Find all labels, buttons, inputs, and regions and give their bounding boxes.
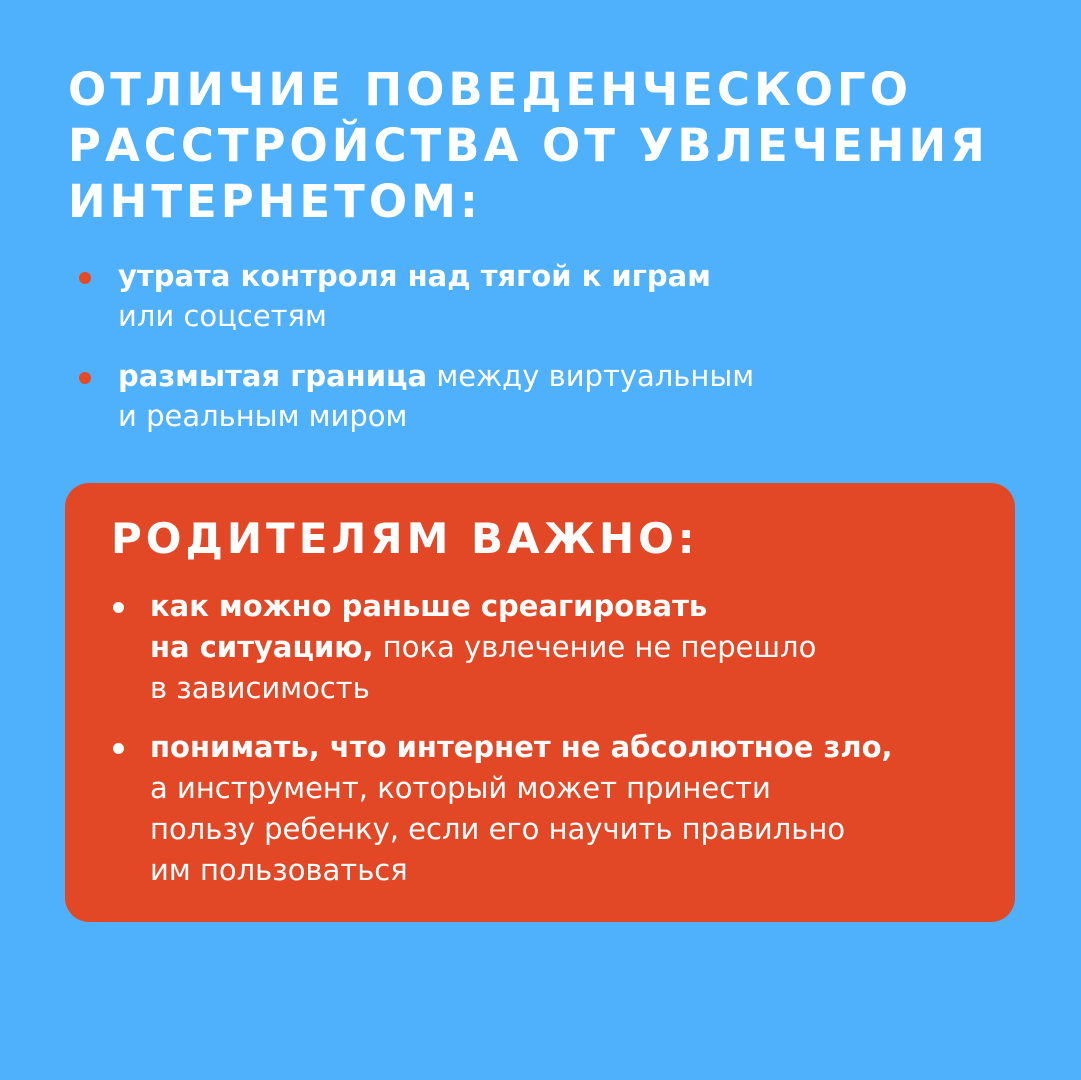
parents-list [113, 586, 993, 909]
list-item [113, 727, 993, 891]
item-bold-text: размытая граница [118, 359, 428, 393]
page-title [68, 62, 1028, 230]
item-text: в зависимость [150, 671, 370, 705]
parents-card [65, 483, 1015, 922]
item-bold-text: утрата контроля над тягой к играм [118, 259, 711, 293]
item-text: а инструмент, который может принести [150, 771, 771, 805]
bullet-dot-icon [79, 272, 91, 284]
item-text: пользу ребенку, если его научить правильно [150, 812, 846, 846]
title-line: РАССТРОЙСТВА ОТ УВЛЕЧЕНИЯ [68, 119, 989, 172]
item-bold-text: понимать, что интернет не абсолютное зло, [150, 730, 893, 764]
item-text: пока увлечение не перешло [373, 630, 817, 664]
title-line: ОТЛИЧИЕ ПОВЕДЕНЧЕСКОГО [68, 63, 912, 116]
item-bold-text: на ситуацию, [150, 630, 374, 664]
item-text: между виртуальным [427, 359, 755, 393]
item-bold-text: как можно раньше среагировать [150, 589, 708, 623]
bullet-dot-icon [113, 743, 124, 754]
card-title: РОДИТЕЛЯМ ВАЖНО: [111, 514, 699, 563]
item-text: или соцсетям [118, 299, 327, 333]
title-line: ИНТЕРНЕТОМ: [68, 175, 482, 228]
bullet-dot-icon [79, 372, 91, 384]
list-item [113, 586, 993, 709]
item-text: и реальным миром [118, 399, 408, 433]
item-text: им пользоваться [150, 853, 408, 887]
list-item [76, 356, 976, 436]
bullet-dot-icon [113, 602, 124, 613]
list-item [76, 256, 976, 336]
difference-list [76, 256, 976, 456]
